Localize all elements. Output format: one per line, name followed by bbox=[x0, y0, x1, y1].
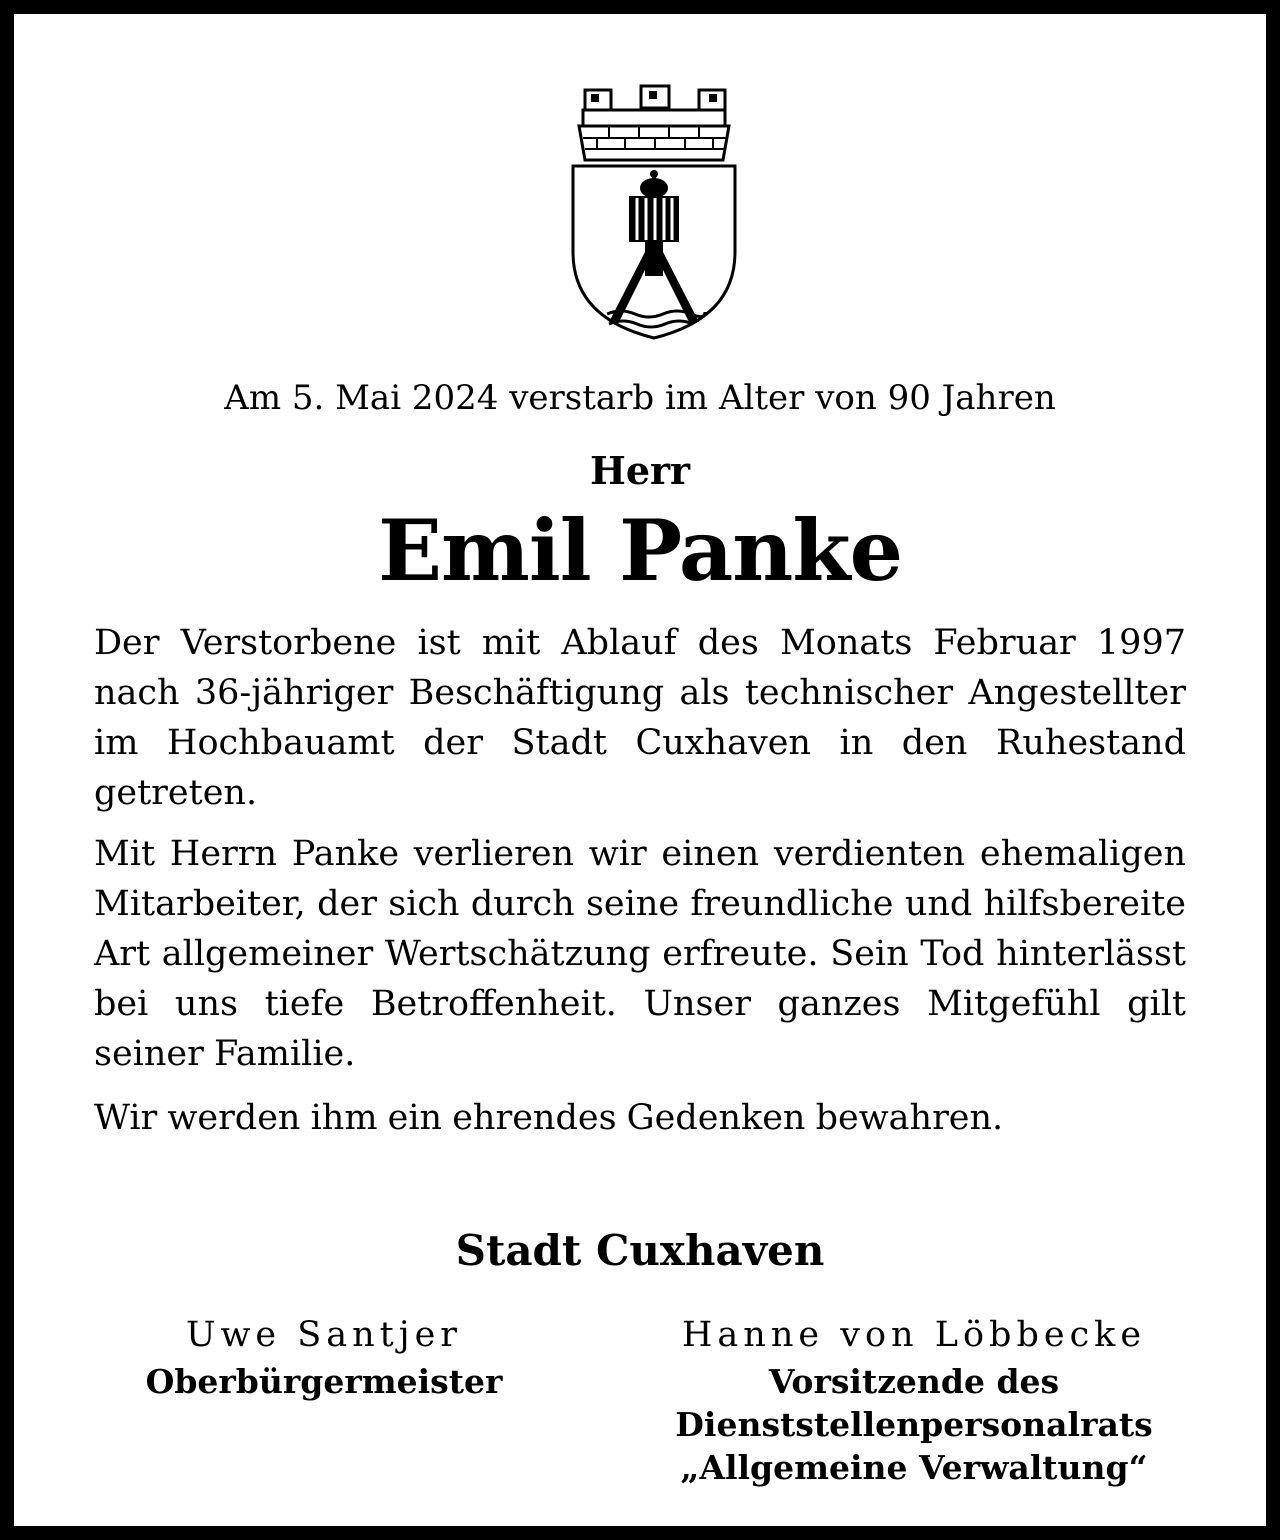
signatory-title-line-1: Vorsitzende des bbox=[768, 1362, 1060, 1401]
paragraph-closing: Wir werden ihm ein ehrendes Gedenken bewahren. bbox=[94, 1098, 1004, 1138]
salutation: Herr bbox=[589, 448, 691, 493]
signatory-name: Uwe Santjer bbox=[185, 1315, 463, 1355]
signatory-title: Oberbürgermeister bbox=[145, 1362, 503, 1401]
signatory-title-line-3: „Allgemeine Verwaltung“ bbox=[680, 1448, 1148, 1487]
signatory-mayor bbox=[94, 1310, 554, 1403]
organization-name: Stadt Cuxhaven bbox=[455, 1226, 825, 1275]
deceased-name: Emil Panke bbox=[377, 501, 903, 600]
coat-of-arms-icon bbox=[569, 82, 739, 342]
paragraph-tribute: Mit Herrn Panke verlieren wir einen verdienten ehemaligen Mitarbeiter, der sich durch seine freundliche und hilfsbereite Art allgemeiner Wertschätzung erfreute. Sein Tod hinterlässt bei uns tiefe Betroffenheit. Unser ganzes Mitgefühl gilt seiner Familie. bbox=[94, 834, 1186, 1074]
paragraph-career: Der Verstorbene ist mit Ablauf des Monats Februar 1997 nach 36-jähriger Beschäftigung als technischer Angestellter im Hochbauamt der Stadt Cuxhaven in den Ruhestand getreten. bbox=[94, 623, 1186, 813]
signatory-title-line-2: Dienststellenpersonalrats bbox=[675, 1405, 1153, 1444]
signatory-council-chair bbox=[654, 1310, 1174, 1489]
signatory-name: Hanne von Löbbecke bbox=[681, 1315, 1147, 1355]
intro-line: Am 5. Mai 2024 verstarb im Alter von 90 Jahren bbox=[224, 378, 1056, 418]
